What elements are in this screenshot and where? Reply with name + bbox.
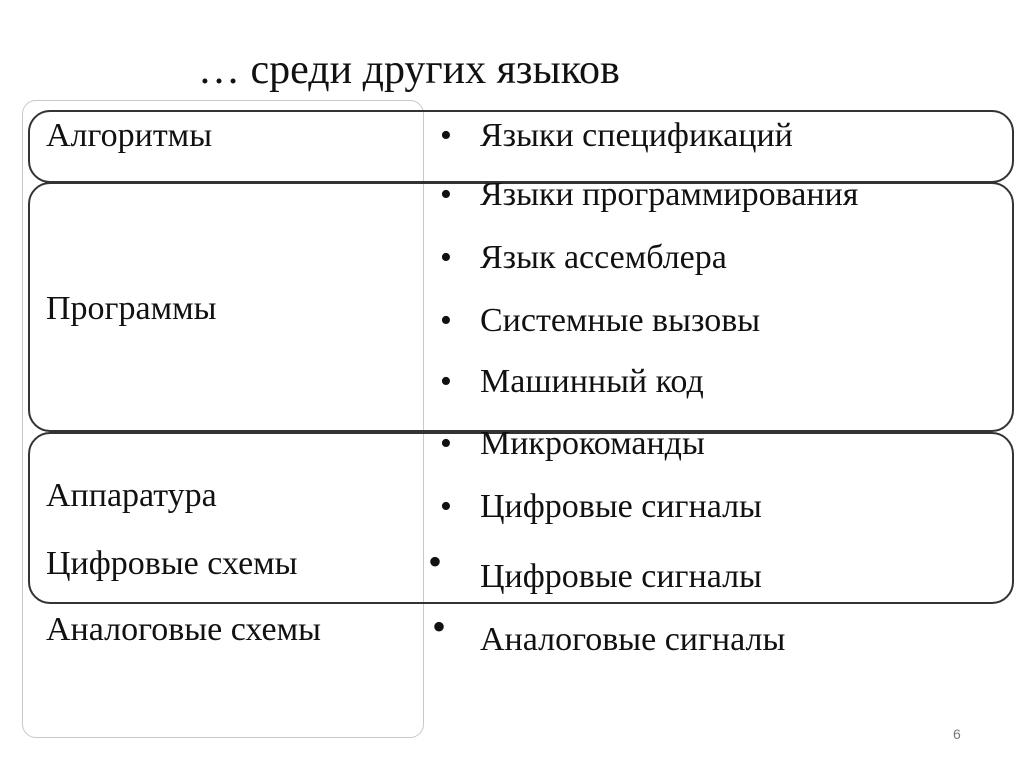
language-label: Микрокоманды (480, 425, 705, 462)
level-digital-circuits: Цифровые схемы (46, 545, 298, 582)
language-item (440, 488, 762, 526)
level-analog-circuits: Аналоговые схемы (46, 611, 321, 648)
language-label: Цифровые сигналы (480, 488, 762, 525)
language-item (432, 604, 786, 660)
language-item (440, 117, 793, 155)
language-label: Языки программирования (480, 176, 859, 213)
language-item (440, 302, 760, 340)
language-label: Машинный код (480, 363, 704, 400)
bullet-icon: • (432, 604, 447, 649)
language-label: Системные вызовы (480, 302, 761, 339)
language-label: Цифровые сигналы (480, 558, 762, 595)
language-item (440, 176, 858, 214)
slide-title: … среди других языков (198, 47, 620, 93)
language-label: Языки спецификаций (480, 117, 793, 154)
level-algorithms: Алгоритмы (46, 117, 213, 154)
language-item (428, 539, 762, 597)
bullet-icon: • (440, 425, 452, 462)
level-programs: Программы (46, 290, 217, 327)
language-item (440, 239, 727, 277)
language-label: Аналоговые сигналы (480, 621, 786, 658)
bullet-icon: • (440, 488, 452, 525)
bullet-icon: • (440, 176, 452, 213)
page-number: 6 (953, 726, 961, 742)
bullet-icon: • (440, 363, 452, 400)
bullet-icon: • (440, 117, 452, 154)
language-label: Язык ассемблера (480, 239, 727, 276)
bullet-icon: • (428, 539, 443, 584)
bullet-icon: • (440, 239, 452, 276)
language-item (440, 425, 705, 463)
level-hardware: Аппаратура (46, 477, 217, 514)
bullet-icon: • (440, 302, 452, 339)
language-item (440, 363, 704, 401)
